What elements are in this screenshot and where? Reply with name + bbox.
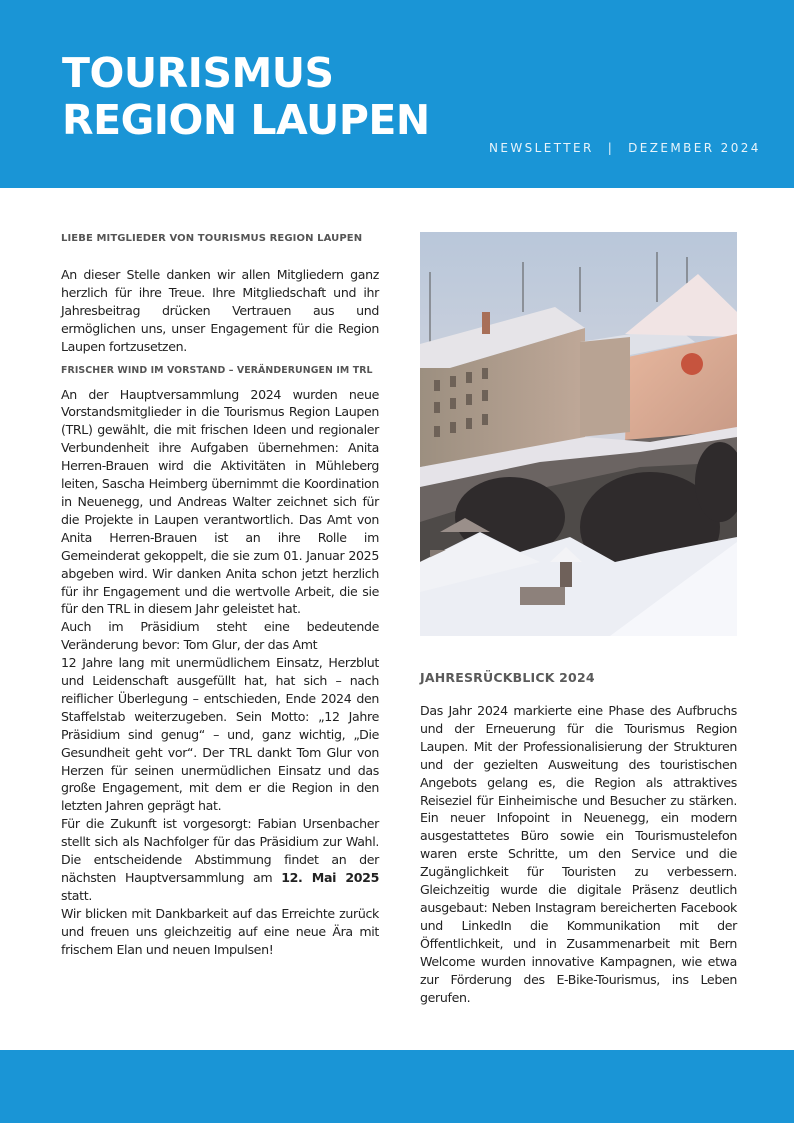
header-banner bbox=[0, 0, 794, 188]
closing-paragraph: Wir blicken mit Dankbarkeit auf das Erreichte zurück und freuen uns gleichzeitig auf eine neue Ära mit frischem Elan und neuen Impulsen! bbox=[61, 905, 379, 957]
board-paragraph-3: 12 Jahre lang mit unermüdlichem Einsatz, Herzblut und Leidenschaft ausgefüllt hat, hat sich – nach reiflicher Überlegung – entschieden, Ende 2024 den Staffelstab weiterzugeben. Sein Motto: „12 Jahre Präsidium sind genug“ – und, ganz wichtig, „Die Gesundheit geht vor“. Der TRL dankt Tom Glur von Herzen für seinen unermüdlichen Einsatz und das große Engagement, mit dem er die Region in den letzten Jahren geprägt hat. bbox=[61, 655, 379, 814]
board-paragraph-1: An der Hauptversammlung 2024 wurden neue Vorstandsmitglieder in die Tourismus Region Laupen (TRL) gewählt, die mit frischen Ideen und regionaler Verbundenheit ihre Aufgaben übernehmen: Anita Herren-Brauen wird die Aktivitäten in Mühleberg leiten, Sascha Heimberg übernimmt die Koordination in Neuenegg, und Andreas Walter zeichnet sich für die Projekte in Laupen verantwortlich. Das Amt von Anita Herren-Brauen ist an ihre Rolle im Gemeinderat gekoppelt, die sie zum 01. Januar 2025 abgeben wird. Wir danken Anita schon jetzt herzlich für ihr Engagement und die wertvolle Arbeit, die sie für den TRL in diesem Jahr geleistet hat. bbox=[61, 386, 379, 617]
board-paragraph-2: Auch im Präsidium steht eine bedeutende Veränderung bevor: Tom Glur, der das Amt bbox=[61, 619, 379, 653]
intro-paragraph: An dieser Stelle danken wir allen Mitgliedern ganz herzlich für ihre Treue. Ihre Mitgliedschaft und ihr Jahresbeitrag drücken Vertrauen aus und ermöglichen uns, unser Engagement für die Region Laupen fortzusetzen. bbox=[61, 267, 379, 354]
left-column bbox=[61, 233, 379, 959]
castle-photo bbox=[420, 232, 737, 636]
greeting-heading: LIEBE MITGLIEDER VON TOURISMUS REGION LAUPEN bbox=[61, 233, 363, 244]
footer-bar bbox=[0, 1050, 794, 1123]
title-line-1: TOURISMUS bbox=[62, 49, 334, 97]
successor-text-end: statt. bbox=[61, 887, 92, 903]
annual-review-paragraph: Das Jahr 2024 markierte eine Phase des Aufbruchs und der Erneuerung für die Tourismus Region Laupen. Mit der Professionalisierung der Strukturen und der gezielten Ausweitung des touristischen Angebots gelang es, die Region als attraktives Reiseziel für Einheimische und Besucher zu stärken. Ein neuer Infopoint in Neuenegg, ein modern ausgestattetes Büro sowie ein Tourismustelefon waren erste Schritte, um den Service und die Zugänglichkeit für Touristen zu verbessern. Gleichzeitig wurde die digitale Präsenz deutlich ausgebaut: Neben Instagram bereicherten Facebook und LinkedIn die Kommunikation mit der Öffentlichkeit, und in Zusammenarbeit mit Bern Welcome wurden innovative Kampagnen, wie etwa zur Förderung des E-Bike-Tourismus, ins Leben gerufen. bbox=[420, 703, 737, 1005]
newsletter-label: NEWSLETTER bbox=[489, 141, 594, 155]
issue-date: DEZEMBER 2024 bbox=[628, 141, 761, 155]
annual-review-heading: JAHRESRÜCKBLICK 2024 bbox=[420, 670, 595, 685]
right-column bbox=[420, 232, 737, 1006]
successor-text: Für die Zukunft ist vorgesorgt: Fabian Ursenbacher stellt sich als Nachfolger für das Präsidium zur Wahl. Die entscheidende Abstimmung findet an der nächsten Hauptversammlung am bbox=[61, 816, 379, 885]
issue-separator: | bbox=[607, 141, 615, 155]
issue-label bbox=[489, 141, 769, 155]
election-date: 12. Mai 2025 bbox=[281, 870, 380, 885]
board-heading: FRISCHER WIND IM VORSTAND – VERÄNDERUNGEN IM TRL bbox=[61, 364, 373, 376]
title-line-2: REGION LAUPEN bbox=[62, 96, 430, 144]
board-paragraph-4 bbox=[61, 815, 379, 905]
newsletter-title bbox=[62, 50, 430, 144]
